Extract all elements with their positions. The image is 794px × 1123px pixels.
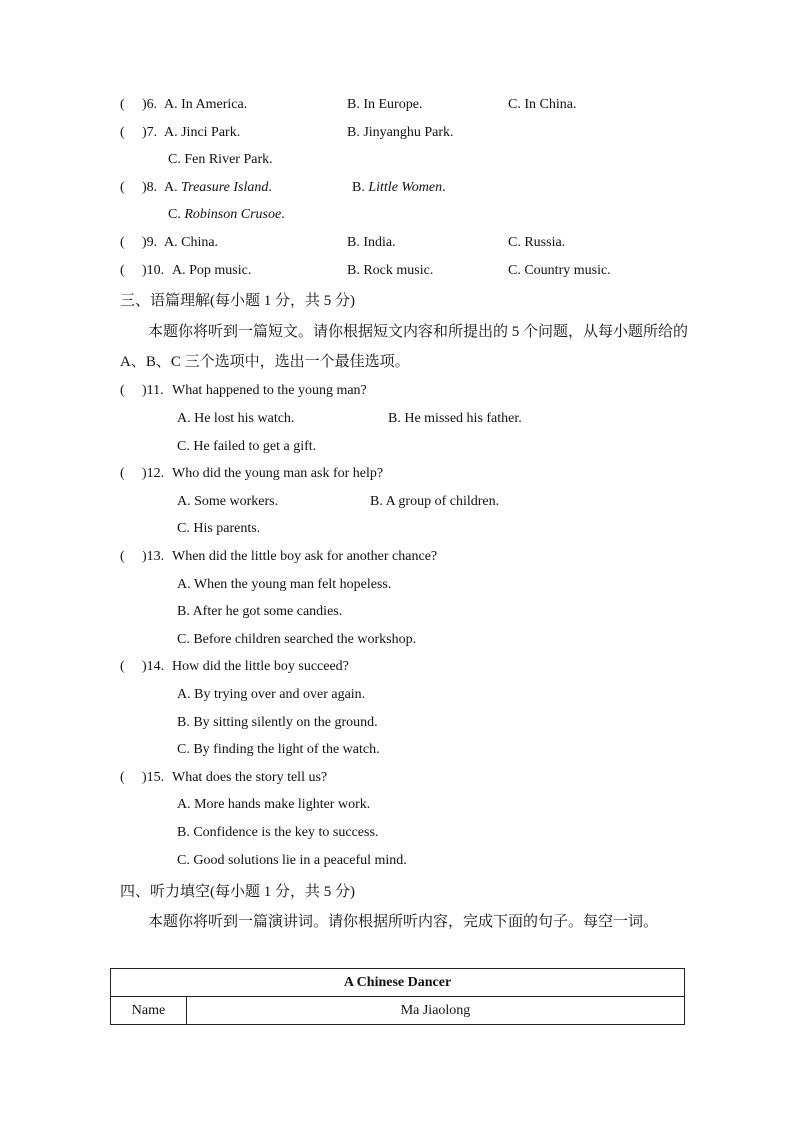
option-c: C. By finding the light of the watch. [177,742,380,757]
table-title-row [111,969,685,997]
section-instructions: 本题你将听到一篇演讲词。请你根据所听内容，完成下面的句子。每空一词。 [148,914,659,930]
question-number: )15. [142,770,165,785]
book-title: Treasure Island [181,180,269,195]
option-a: A. When the young man felt hopeless. [177,577,392,592]
question-text: What happened to the young man? [172,383,367,398]
option-c: C. Robinson Crusoe. [168,207,285,222]
question-number: )8. [142,180,158,195]
table-row [111,997,685,1025]
option-c: C. He failed to get a gift. [177,439,317,454]
question-number: )14. [142,659,165,674]
option-a: A. He lost his watch. [177,411,295,426]
option-b: B. India. [347,235,396,250]
question-text: What does the story tell us? [172,770,328,785]
option-a: A. Jinci Park. [164,125,241,140]
answer-paren: ( [120,659,125,674]
option-b: B. After he got some candies. [177,604,343,619]
section-heading: 三、语篇理解(每小题 1 分，共 5 分) [120,293,355,309]
table-title: A Chinese Dancer [111,969,685,997]
book-title: Little Women [368,180,443,195]
option-c: C. Good solutions lie in a peaceful mind. [177,853,407,868]
option-a: A. By trying over and over again. [177,687,366,702]
answer-paren: ( [120,97,125,112]
option-a: A. In America. [164,97,248,112]
question-number: )13. [142,549,165,564]
option-a: A. More hands make lighter work. [177,797,371,812]
question-text: How did the little boy succeed? [172,659,349,674]
question-number: )10. [142,263,165,278]
question-number: )6. [142,97,158,112]
section-heading: 四、听力填空(每小题 1 分，共 5 分) [120,884,355,900]
info-table [110,968,685,1025]
question-number: )11. [142,383,164,398]
question-number: )7. [142,125,158,140]
answer-paren: ( [120,125,125,140]
question-number: )12. [142,466,165,481]
option-c: C. His parents. [177,521,261,536]
question-number: )9. [142,235,158,250]
option-c: C. In China. [508,97,577,112]
answer-paren: ( [120,549,125,564]
book-title: Robinson Crusoe [184,207,282,222]
answer-paren: ( [120,180,125,195]
option-a: A. Treasure Island. [164,180,272,195]
option-c: C. Country music. [508,263,611,278]
answer-paren: ( [120,235,125,250]
option-c: C. Before children searched the workshop. [177,632,417,647]
option-b: B. Jinyanghu Park. [347,125,454,140]
answer-paren: ( [120,770,125,785]
row-label: Name [111,997,187,1025]
option-b: B. Rock music. [347,263,434,278]
section-instructions: 本题你将听到一篇短文。请你根据短文内容和所提出的 5 个问题，从每小题所给的 A、B、C 三个选项中，选出一个最佳选项。 [120,324,689,370]
option-b: B. In Europe. [347,97,423,112]
row-value: Ma Jiaolong [187,997,685,1025]
question-text: Who did the young man ask for help? [172,466,384,481]
option-c: C. Fen River Park. [168,152,273,167]
option-c: C. Russia. [508,235,566,250]
option-b: B. A group of children. [370,494,500,509]
option-a: A. Some workers. [177,494,279,509]
option-a: A. Pop music. [172,263,252,278]
option-a: A. China. [164,235,219,250]
option-b: B. Confidence is the key to success. [177,825,379,840]
answer-paren: ( [120,383,125,398]
answer-paren: ( [120,263,125,278]
question-text: When did the little boy ask for another chance? [172,549,438,564]
option-b: B. By sitting silently on the ground. [177,715,378,730]
answer-paren: ( [120,466,125,481]
option-b: B. He missed his father. [388,411,522,426]
option-b: B. Little Women. [352,180,446,195]
